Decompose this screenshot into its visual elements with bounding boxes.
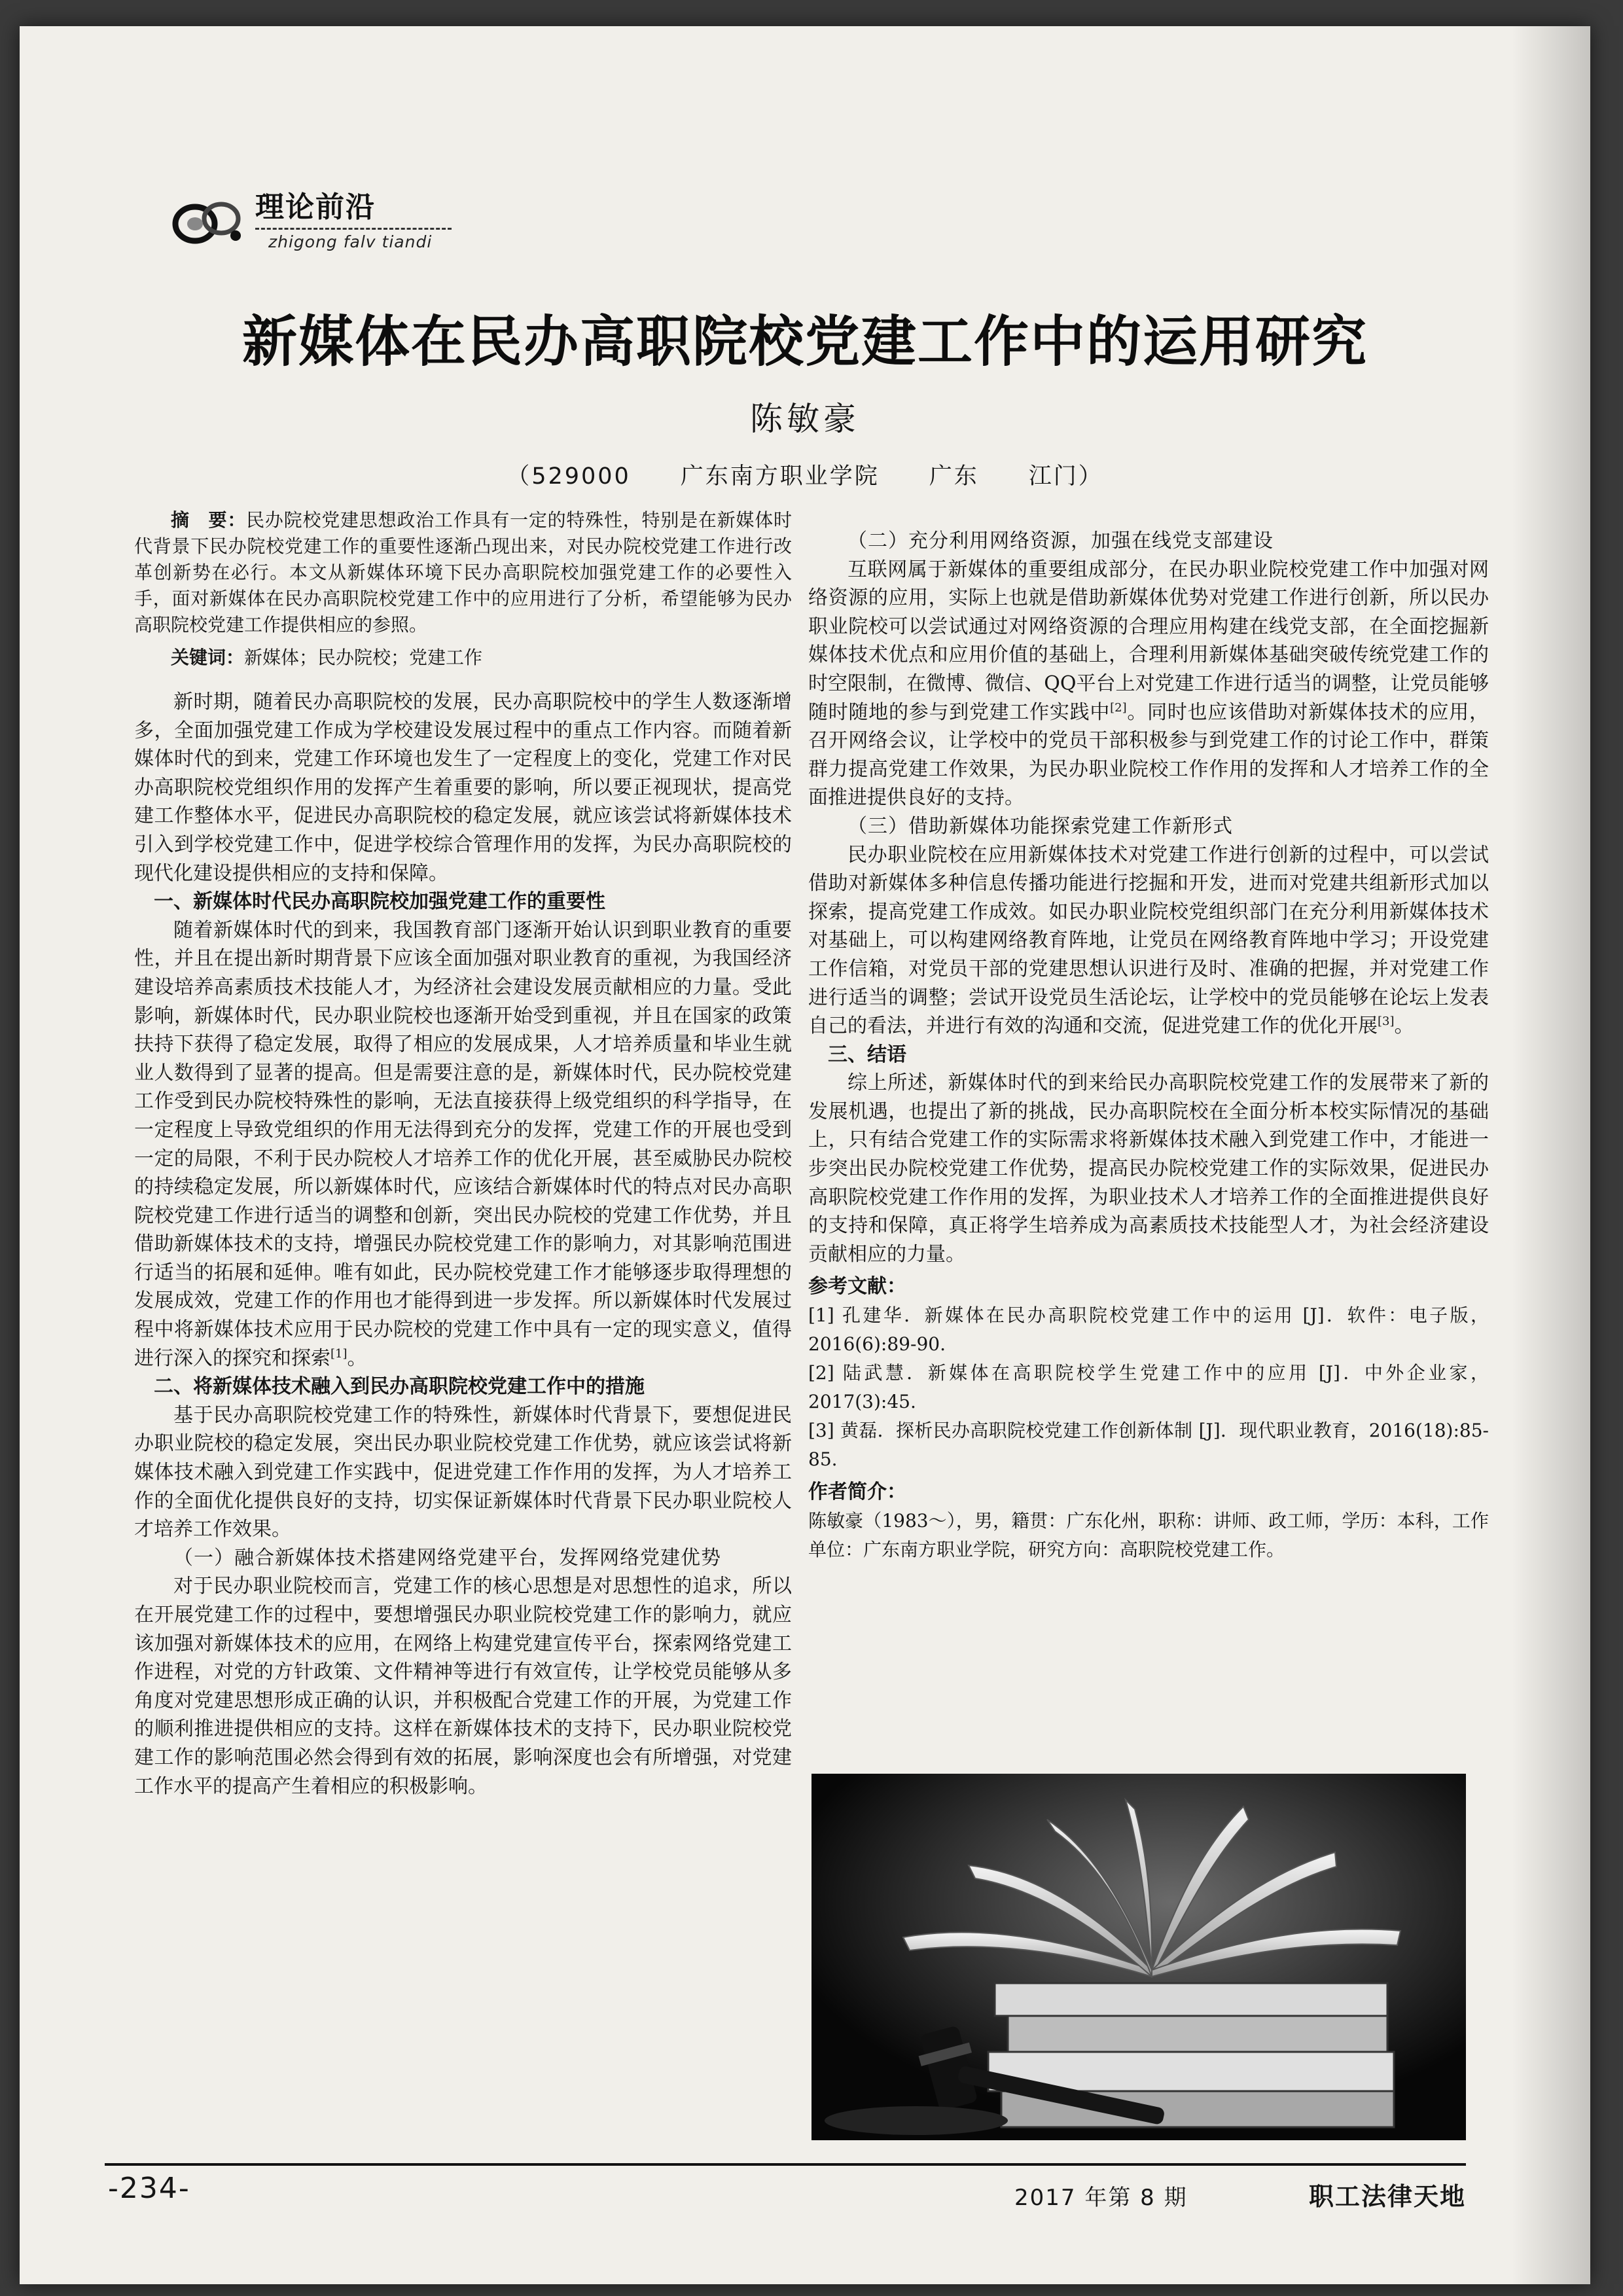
section-2-paragraph: 基于民办高职院校党建工作的特殊性，新媒体时代背景下，要想促进民办职业院校的稳定发展，突出民办职业院校党建工作优势，就应该尝试将新媒体技术融入到党建工作实践中，促进党建工作作用的发挥，为人才培养工作的全面优化提供良好的支持，切实保证新媒体时代背景下民办职业院校人才培养工作效果。: [134, 1403, 792, 1541]
column-tag-label: 理论前沿: [255, 190, 376, 224]
section-2-2-heading: （二）充分利用网络资源，加强在线党支部建设: [847, 529, 1274, 552]
section-2-3-heading: （三）借助新媒体功能探索党建工作新形式: [847, 814, 1233, 838]
section-2-1-paragraph: 对于民办职业院校而言，党建工作的核心思想是对思想性的追求，所以在开展党建工作的过程中，要想增强民办职业院校党建工作的影响力，就应该加强对新媒体技术的应用，在网络上构建党建宣传平台，探索网络党建工作进程，对党的方针政策、文件精神等进行有效宣传，让学校党员能够从多角度对党建思想形成正确的认识，并积极配合党建工作的开展，为党建工作的顺利推进提供相应的支持。这样在新媒体技术的支持下，民办职业院校党建工作的影响范围必然会得到有效的拓展，影响深度也会有所增强，对党建工作水平的提高产生着相应的积极影响。: [134, 1575, 792, 1798]
ring-logo-icon: [170, 190, 249, 249]
section-2-2-text-end: 。同时也应该借助对新媒体技术的应用，召开网络会议，让学校中的党员干部积极参与到党建工作的讨论工作中，群策群力提高党建工作效果，为民办职业院校工作作用的发挥和人才培养工作的全面推进提供良好的支持。: [808, 700, 1489, 810]
footer-rule: [105, 2163, 1466, 2166]
citation-3: [3]: [1378, 1014, 1395, 1029]
section-2-3-paragraph: [808, 841, 1489, 1041]
right-column: [808, 527, 1489, 1564]
article-title: 新媒体在民办高职院校党建工作中的运用研究: [241, 309, 1368, 374]
column-tag-divider: [255, 228, 452, 230]
column-tag-pinyin: zhigong falv tiandi: [268, 232, 433, 251]
reference-item: [1] 孔建华．新媒体在民办高职院校党建工作中的运用 [J]．软件：电子版，2016(6):89-90.: [808, 1304, 1489, 1355]
section-2-3-text-end: 。: [1394, 1014, 1414, 1038]
citation-2: [2]: [1110, 700, 1127, 715]
column-tag: [157, 157, 452, 255]
section-1-paragraph: [134, 916, 792, 1373]
keywords-text: 新媒体；民办院校；党建工作: [244, 647, 483, 668]
reference-item: [3] 黄磊．探析民办高职院校党建工作创新体制 [J]．现代职业教育，2016(18):85-85.: [808, 1420, 1489, 1471]
issue-label: 2017 年第 8 期: [1014, 2185, 1188, 2211]
article-affiliation: （529000 广东南方职业学院 广东 江门）: [507, 463, 1103, 490]
intro-paragraph: 新时期，随着民办高职院校的发展，民办高职院校中的学生人数逐渐增多，全面加强党建工作成为学校建设发展过程中的重点工作内容。而随着新媒体时代的到来，党建工作环境也发生了一定程度上的变化，党建工作对民办高职院校党组织作用的发挥产生着重要的影响，所以要正视现状，提高党建工作整体水平，促进民办高职院校的稳定发展，就应该尝试将新媒体技术引入到学校党建工作中，促进学校综合管理作用的发挥，为民办高职院校的现代化建设提供相应的支持和保障。: [134, 691, 792, 885]
article-author: 陈敏豪: [750, 400, 860, 438]
author-bio-title: 作者简介：: [808, 1480, 906, 1504]
page-number: -234-: [108, 2172, 190, 2205]
reference-item: [2] 陆武慧．新媒体在高职院校学生党建工作中的应用 [J]．中外企业家，2017(3):45.: [808, 1362, 1489, 1413]
section-3-paragraph: 综上所述，新媒体时代的到来给民办高职院校党建工作的发展带来了新的发展机遇，也提出了新的挑战，民办高职院校在全面分析本校实际情况的基础上，只有结合党建工作的实际需求将新媒体技术融入到党建工作中，才能进一步突出民办院校党建工作优势，提高民办院校党建工作的实际效果，促进民办高职院校党建工作作用的发挥，为职业技术人才培养工作的全面推进提供良好的支持和保障，真正将学生培养成为高素质技术技能型人才，为社会经济建设贡献相应的力量。: [808, 1071, 1489, 1266]
left-column: [134, 507, 792, 1801]
gavel-books-photo: [812, 1774, 1466, 2140]
section-3-heading: 三、结语: [828, 1043, 906, 1066]
section-2-3-text: 民办职业院校在应用新媒体技术对党建工作进行创新的过程中，可以尝试借助对新媒体多种信息传播功能进行挖掘和开发，进而对党建共组新形式加以探索，提高党建工作成效。如民办职业院校党组织部门在充分利用新媒体技术对基础上，可以构建网络教育阵地，让党员在网络教育阵地中学习；开设党建工作信箱，对党员干部的党建思想认识进行及时、准确的把握，并对党建工作进行适当的调整；尝试开设党员生活论坛，让学校中的党员能够在论坛上发表自己的看法，并进行有效的沟通和交流，促进党建工作的优化开展: [808, 843, 1489, 1038]
section-2-2-text: 互联网属于新媒体的重要组成部分，在民办职业院校党建工作中加强对网络资源的应用，实际上也就是借助新媒体优势对党建工作进行创新，所以民办职业院校可以尝试通过对网络资源的合理应用构建在线党支部，在全面挖掘新媒体技术优点和应用价值的基础上，合理利用新媒体基础突破传统党建工作的时空限制，在微博、微信、QQ平台上对党建工作进行适当的调整，让党员能够随时随地的参与到党建工作实践中: [808, 558, 1489, 724]
abstract-label: 摘 要：: [171, 509, 247, 531]
citation-1: [1]: [330, 1346, 348, 1361]
journal-page: [20, 26, 1590, 2284]
abstract: [134, 507, 792, 638]
section-2-1-heading: （一）融合新媒体技术搭建网络党建平台，发挥网络党建优势: [173, 1546, 721, 1570]
keywords-label: 关键词：: [171, 647, 245, 668]
section-1-text: 随着新媒体时代的到来，我国教育部门逐渐开始认识到职业教育的重要性，并且在提出新时期背景下应该全面加强对职业教育的重视，为我国经济建设培养高素质技术技能人才，为经济社会建设发展贡献相应的力量。受此影响，新媒体时代，民办职业院校也逐渐开始受到重视，并且在国家的政策扶持下获得了稳定发展，取得了相应的发展成果，人才培养质量和毕业生就业人数得到了显著的提高。但是需要注意的是，新媒体时代，民办院校党建工作受到民办院校特殊性的影响，无法直接获得上级党组织的科学指导，在一定程度上导致党组织的作用无法得到充分的发挥，党建工作的开展也受到一定的局限，不利于民办院校人才培养工作的优化开展，甚至威胁民办院校的持续稳定发展，所以新媒体时代，应该结合新媒体时代的特点对民办高职院校党建工作进行适当的调整和创新，突出民办院校的党建工作优势，并且借助新媒体技术的支持，增强民办院校党建工作的影响力，对其影响范围进行适当的拓展和延伸。唯有如此，民办院校党建工作才能够逐步取得理想的发展成效，党建工作的作用也才能得到进一步发挥。所以新媒体时代发展过程中将新媒体技术应用于民办院校的党建工作中具有一定的现实意义，值得进行深入的探究和探索: [134, 918, 792, 1370]
keywords: [134, 645, 792, 671]
section-2-heading: 二、将新媒体技术融入到民办高职院校党建工作中的措施: [154, 1375, 645, 1399]
abstract-text: 民办院校党建思想政治工作具有一定的特殊性，特别是在新媒体时代背景下民办院校党建工作的重要性逐渐凸现出来，对民办院校党建工作进行改革创新势在必行。本文从新媒体环境下民办高职院校加强党建工作的必要性入手，面对新媒体在民办高职院校党建工作中的应用进行了分析，希望能够为民办高职院校党建工作提供相应的参照。: [134, 509, 792, 636]
section-1-text-end: 。: [347, 1346, 367, 1370]
section-1-heading: 一、新媒体时代民办高职院校加强党建工作的重要性: [154, 890, 605, 914]
section-2-2-paragraph: [808, 556, 1489, 812]
journal-name: 职工法律天地: [1309, 2182, 1467, 2211]
author-bio: 陈敏豪（1983～），男，籍贯：广东化州，职称：讲师、政工师，学历：本科，工作单位：广东南方职业学院，研究方向：高职院校党建工作。: [808, 1509, 1489, 1560]
references-title: 参考文献：: [808, 1275, 906, 1299]
